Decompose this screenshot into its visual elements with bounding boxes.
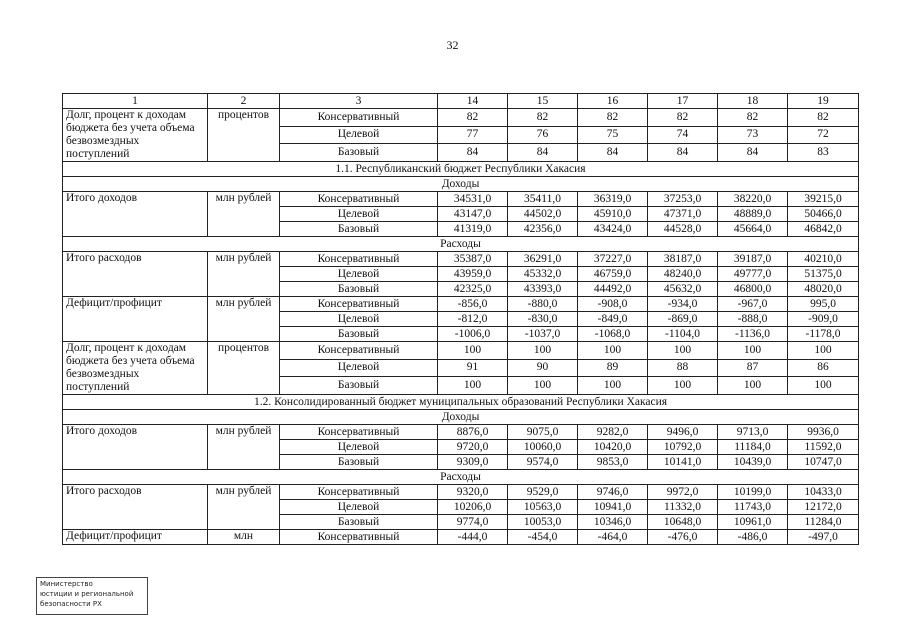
unit-label: млн рублей: [208, 297, 280, 342]
value-cell: -856,0: [438, 297, 508, 312]
scenario-label: Базовый: [280, 327, 438, 342]
value-cell: 10648,0: [648, 515, 718, 530]
value-cell: 39187,0: [718, 252, 788, 267]
value-cell: 43393,0: [508, 282, 578, 297]
value-cell: 10060,0: [508, 440, 578, 455]
value-cell: -849,0: [578, 312, 648, 327]
value-cell: 11332,0: [648, 500, 718, 515]
section-row: [63, 395, 859, 410]
indicator-label: Долг, процент к доходам бюджета без учета объема безвозмездных поступлений: [63, 342, 208, 395]
value-cell: -888,0: [718, 312, 788, 327]
value-cell: 90: [508, 359, 578, 377]
value-cell: 9853,0: [578, 455, 648, 470]
indicator-label: Итого расходов: [63, 485, 208, 530]
scenario-label: Базовый: [280, 144, 438, 162]
value-cell: 44502,0: [508, 207, 578, 222]
value-cell: 100: [648, 342, 718, 360]
scenario-label: Консервативный: [280, 425, 438, 440]
value-cell: 9720,0: [438, 440, 508, 455]
scenario-label: Консервативный: [280, 297, 438, 312]
value-cell: 51375,0: [788, 267, 859, 282]
value-cell: 9574,0: [508, 455, 578, 470]
value-cell: 34531,0: [438, 192, 508, 207]
value-cell: 9075,0: [508, 425, 578, 440]
value-cell: -909,0: [788, 312, 859, 327]
value-cell: -1136,0: [718, 327, 788, 342]
value-cell: 47371,0: [648, 207, 718, 222]
unit-label: млн: [208, 530, 280, 545]
scenario-label: Консервативный: [280, 530, 438, 545]
value-cell: 44492,0: [578, 282, 648, 297]
scenario-label: Базовый: [280, 377, 438, 395]
header-cell: 16: [578, 94, 648, 109]
value-cell: 43147,0: [438, 207, 508, 222]
value-cell: 37253,0: [648, 192, 718, 207]
value-cell: 50466,0: [788, 207, 859, 222]
value-cell: 45664,0: [718, 222, 788, 237]
value-cell: -486,0: [718, 530, 788, 545]
section-title: Расходы: [63, 237, 859, 252]
value-cell: 10941,0: [578, 500, 648, 515]
header-cell: 14: [438, 94, 508, 109]
scenario-label: Базовый: [280, 282, 438, 297]
section-row: [63, 410, 859, 425]
page-number: 32: [446, 38, 459, 52]
value-cell: 86: [788, 359, 859, 377]
indicator-label: Дефицит/профицит: [63, 297, 208, 342]
value-cell: 45632,0: [648, 282, 718, 297]
value-cell: 42325,0: [438, 282, 508, 297]
scenario-label: Целевой: [280, 267, 438, 282]
scenario-label: Целевой: [280, 207, 438, 222]
header-cell: 19: [788, 94, 859, 109]
value-cell: 42356,0: [508, 222, 578, 237]
section-row: [63, 162, 859, 177]
value-cell: 100: [648, 377, 718, 395]
section-row: [63, 177, 859, 192]
value-cell: 73: [718, 126, 788, 144]
indicator-label: Долг, процент к доходам бюджета без учета объема безвозмездных поступлений: [63, 109, 208, 162]
unit-label: млн рублей: [208, 425, 280, 470]
indicator-label: Итого расходов: [63, 252, 208, 297]
value-cell: 88: [648, 359, 718, 377]
value-cell: -1006,0: [438, 327, 508, 342]
value-cell: 74: [648, 126, 718, 144]
value-cell: 9936,0: [788, 425, 859, 440]
value-cell: 9320,0: [438, 485, 508, 500]
scenario-label: Консервативный: [280, 485, 438, 500]
value-cell: 48240,0: [648, 267, 718, 282]
section-row: [63, 470, 859, 485]
scenario-label: Консервативный: [280, 109, 438, 127]
scenario-label: Консервативный: [280, 342, 438, 360]
value-cell: -967,0: [718, 297, 788, 312]
value-cell: 84: [578, 144, 648, 162]
scenario-label: Базовый: [280, 515, 438, 530]
value-cell: -908,0: [578, 297, 648, 312]
value-cell: 9746,0: [578, 485, 648, 500]
value-cell: 9774,0: [438, 515, 508, 530]
stamp-line: юстиции и региональной: [40, 590, 134, 598]
value-cell: 9496,0: [648, 425, 718, 440]
table-row: [63, 425, 859, 440]
value-cell: 100: [508, 377, 578, 395]
value-cell: 76: [508, 126, 578, 144]
value-cell: 10199,0: [718, 485, 788, 500]
value-cell: 9713,0: [718, 425, 788, 440]
header-cell: 1: [63, 94, 208, 109]
scenario-label: Целевой: [280, 440, 438, 455]
value-cell: 100: [508, 342, 578, 360]
scenario-label: Консервативный: [280, 192, 438, 207]
unit-label: млн рублей: [208, 252, 280, 297]
value-cell: 49777,0: [718, 267, 788, 282]
value-cell: 10439,0: [718, 455, 788, 470]
value-cell: 82: [718, 109, 788, 127]
value-cell: -830,0: [508, 312, 578, 327]
scenario-label: Целевой: [280, 500, 438, 515]
value-cell: 84: [508, 144, 578, 162]
unit-label: процентов: [208, 109, 280, 162]
header-cell: 18: [718, 94, 788, 109]
value-cell: 10792,0: [648, 440, 718, 455]
value-cell: -1037,0: [508, 327, 578, 342]
value-cell: 9309,0: [438, 455, 508, 470]
value-cell: 11184,0: [718, 440, 788, 455]
value-cell: 100: [718, 377, 788, 395]
value-cell: -1068,0: [578, 327, 648, 342]
table-row: [63, 530, 859, 545]
stamp-line: Министерство: [40, 580, 93, 588]
value-cell: 100: [718, 342, 788, 360]
indicator-label: Итого доходов: [63, 425, 208, 470]
value-cell: 10346,0: [578, 515, 648, 530]
value-cell: 72: [788, 126, 859, 144]
value-cell: -812,0: [438, 312, 508, 327]
table-row: [63, 192, 859, 207]
value-cell: 995,0: [788, 297, 859, 312]
value-cell: 84: [648, 144, 718, 162]
value-cell: -1178,0: [788, 327, 859, 342]
table-row: [63, 297, 859, 312]
registration-stamp: [36, 577, 148, 615]
section-title: 1.1. Республиканский бюджет Республики Хакасия: [63, 162, 859, 177]
unit-label: млн рублей: [208, 192, 280, 237]
value-cell: 100: [438, 377, 508, 395]
value-cell: 83: [788, 144, 859, 162]
value-cell: 38187,0: [648, 252, 718, 267]
scenario-label: Консервативный: [280, 252, 438, 267]
value-cell: -454,0: [508, 530, 578, 545]
value-cell: 82: [438, 109, 508, 127]
value-cell: 39215,0: [788, 192, 859, 207]
section-title: Расходы: [63, 470, 859, 485]
value-cell: 10433,0: [788, 485, 859, 500]
value-cell: 9972,0: [648, 485, 718, 500]
scenario-label: Базовый: [280, 455, 438, 470]
value-cell: 43424,0: [578, 222, 648, 237]
table-row: [63, 252, 859, 267]
value-cell: 91: [438, 359, 508, 377]
value-cell: -1104,0: [648, 327, 718, 342]
value-cell: 38220,0: [718, 192, 788, 207]
value-cell: 75: [578, 126, 648, 144]
scenario-label: Целевой: [280, 359, 438, 377]
value-cell: 46759,0: [578, 267, 648, 282]
value-cell: -476,0: [648, 530, 718, 545]
value-cell: 100: [578, 342, 648, 360]
value-cell: 48889,0: [718, 207, 788, 222]
header-cell: 3: [280, 94, 438, 109]
value-cell: 87: [718, 359, 788, 377]
value-cell: 45910,0: [578, 207, 648, 222]
value-cell: 46842,0: [788, 222, 859, 237]
header-cell: 15: [508, 94, 578, 109]
value-cell: 10206,0: [438, 500, 508, 515]
stamp-line: безопасности РХ: [40, 600, 102, 608]
value-cell: 12172,0: [788, 500, 859, 515]
table-row: [63, 485, 859, 500]
value-cell: 41319,0: [438, 222, 508, 237]
header-cell: 2: [208, 94, 280, 109]
value-cell: 82: [508, 109, 578, 127]
budget-table-body: [63, 94, 859, 545]
value-cell: 44528,0: [648, 222, 718, 237]
value-cell: 36319,0: [578, 192, 648, 207]
value-cell: 8876,0: [438, 425, 508, 440]
value-cell: 11743,0: [718, 500, 788, 515]
value-cell: 89: [578, 359, 648, 377]
header-row: [63, 94, 859, 109]
value-cell: 9282,0: [578, 425, 648, 440]
value-cell: 10141,0: [648, 455, 718, 470]
value-cell: 100: [578, 377, 648, 395]
table-row: [63, 109, 859, 127]
table-row: [63, 342, 859, 360]
value-cell: 46800,0: [718, 282, 788, 297]
section-title: Доходы: [63, 177, 859, 192]
unit-label: процентов: [208, 342, 280, 395]
indicator-label: Итого доходов: [63, 192, 208, 237]
scenario-label: Базовый: [280, 222, 438, 237]
header-cell: 17: [648, 94, 718, 109]
value-cell: 37227,0: [578, 252, 648, 267]
value-cell: 45332,0: [508, 267, 578, 282]
value-cell: 10961,0: [718, 515, 788, 530]
value-cell: -497,0: [788, 530, 859, 545]
indicator-label: Дефицит/профицит: [63, 530, 208, 545]
value-cell: -444,0: [438, 530, 508, 545]
value-cell: 10053,0: [508, 515, 578, 530]
value-cell: 100: [788, 377, 859, 395]
value-cell: 100: [788, 342, 859, 360]
value-cell: 36291,0: [508, 252, 578, 267]
value-cell: -464,0: [578, 530, 648, 545]
scenario-label: Целевой: [280, 312, 438, 327]
value-cell: 10747,0: [788, 455, 859, 470]
value-cell: 100: [438, 342, 508, 360]
value-cell: 82: [788, 109, 859, 127]
value-cell: 35411,0: [508, 192, 578, 207]
value-cell: -934,0: [648, 297, 718, 312]
value-cell: -880,0: [508, 297, 578, 312]
scenario-label: Целевой: [280, 126, 438, 144]
value-cell: 10563,0: [508, 500, 578, 515]
section-row: [63, 237, 859, 252]
value-cell: 48020,0: [788, 282, 859, 297]
value-cell: -869,0: [648, 312, 718, 327]
value-cell: 40210,0: [788, 252, 859, 267]
value-cell: 11592,0: [788, 440, 859, 455]
value-cell: 84: [438, 144, 508, 162]
unit-label: млн рублей: [208, 485, 280, 530]
value-cell: 82: [648, 109, 718, 127]
value-cell: 35387,0: [438, 252, 508, 267]
section-title: 1.2. Консолидированный бюджет муниципальных образований Республики Хакасия: [63, 395, 859, 410]
budget-table: [62, 93, 859, 545]
value-cell: 77: [438, 126, 508, 144]
value-cell: 84: [718, 144, 788, 162]
value-cell: 43959,0: [438, 267, 508, 282]
value-cell: 11284,0: [788, 515, 859, 530]
value-cell: 82: [578, 109, 648, 127]
value-cell: 10420,0: [578, 440, 648, 455]
section-title: Доходы: [63, 410, 859, 425]
value-cell: 9529,0: [508, 485, 578, 500]
